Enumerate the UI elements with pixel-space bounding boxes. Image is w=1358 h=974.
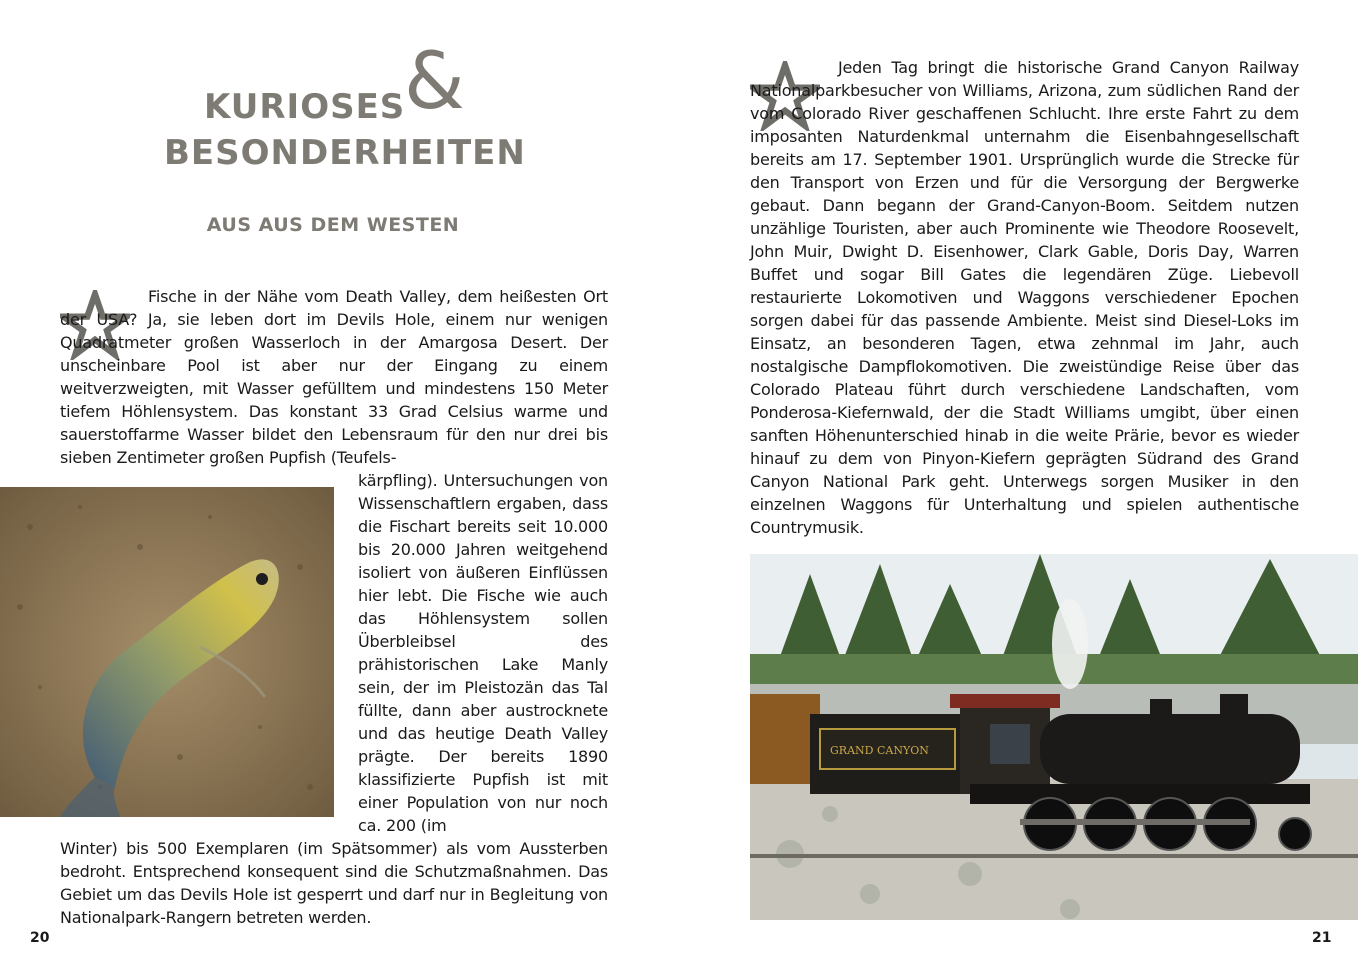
train-photo <box>750 554 1358 920</box>
right-page <box>679 0 1358 974</box>
title-ampersand: & <box>404 37 466 127</box>
section-subtitle: AUS AUS DEM WESTEN <box>206 214 460 236</box>
paragraph-side: kärpfling). Untersuchungen von Wissenschaftlern ergaben, dass die Fischart bereits seit 10.000 bis 20.000 Jahren weitgehend isoliert von äußeren Einflüssen hier lebt. Die Fische wie auch das Höhlensystem sollen Überbleibsel des prähistorischen Lake Manly sein, der im Pleistozän das Tal füllte, dann aber austrocknete und das heutige Death Valley prägte. Der bereits 1890 klassifizierte Pupfish ist mit einer Population von nur noch ca. 200 (im <box>358 471 608 835</box>
paragraph-top: Fische in der Nähe vom Death Valley, dem heißesten Ort der USA? Ja, sie leben dort im Devils Hole, einem nur wenigen Quadratmeter großen Wasserloch in der Amargosa Desert. Der unscheinbare Pool ist aber nur der Eingang zu einem weitverzweigten, mit Wasser gefülltem und mindestens 150 Meter tiefem Höhlensystem. Das konstant 33 Grad Celsius warme und sauerstoffarme Wasser bildet den Lebensraum für den nur drei bis sieben Zentimeter großen Pupfish (Teufels- <box>60 287 608 467</box>
paragraph-bottom: Winter) bis 500 Exemplaren (im Spätsommer) als vom Aussterben bedroht. Entsprechend konsequent sind die Schutzmaßnahmen. Das Gebiet um das Devils Hole ist gesperrt und darf nur in Begleitung von Nationalpark-Rangern betreten werden. <box>60 839 608 927</box>
locomotive-lettering: GRAND CANYON <box>830 744 929 757</box>
paragraph-railway: Jeden Tag bringt die historische Grand Canyon Railway Nationalparkbesucher von Williams, Arizona, zum südlichen Rand der vom Colorado River geschaffenen Schlucht. Ihre erste Fahrt zu dem imposanten Naturdenkmal unternahm die Eisenbahngesellschaft bereits am 17. September 1901. Ursprünglich wurde die Strecke für den Transport von Erzen und für die Versorgung der Bergwerke gebaut. Dann begann der Grand-Canyon-Boom. Seitdem nutzen unzählige Touristen, aber auch Prominente wie Theodore Roosevelt, John Muir, Dwight D. Eisenhower, Clark Gable, Doris Day, Warren Buffet und sogar Bill Gates die legendären Züge. Liebevoll restaurierte Lokomotiven und Waggons verschiedener Epochen sorgen dabei für das passende Ambiente. Meist sind Diesel-Loks im Einsatz, an besonderen Tagen, etwa zehnmal im Jahr, auch nostalgische Dampflokomotiven. Die zweistündige Reise über das Colorado Plateau führt durch verschiedene Landschaften, vom Ponderosa-Kiefernwald, der die Stadt Williams umgibt, über einen sanften Höhenunterschied hinab in die weite Prärie, bevor es wieder hinauf zu dem von Pinyon-Kiefern geprägten Südrand des Grand Canyon National Park geht. Unterwegs sorgen Musiker in den einzelnen Waggons für Unterhaltung und spielen authentische Countrymusik. <box>750 58 1299 537</box>
title-line-1: KURIOSES <box>204 87 406 127</box>
pupfish-photo <box>0 487 334 817</box>
page-number-left: 20 <box>30 930 50 946</box>
article-body-right <box>750 56 1299 539</box>
page-number-right: 21 <box>1312 930 1332 946</box>
title-line-2: BESONDERHEITEN <box>164 133 526 173</box>
